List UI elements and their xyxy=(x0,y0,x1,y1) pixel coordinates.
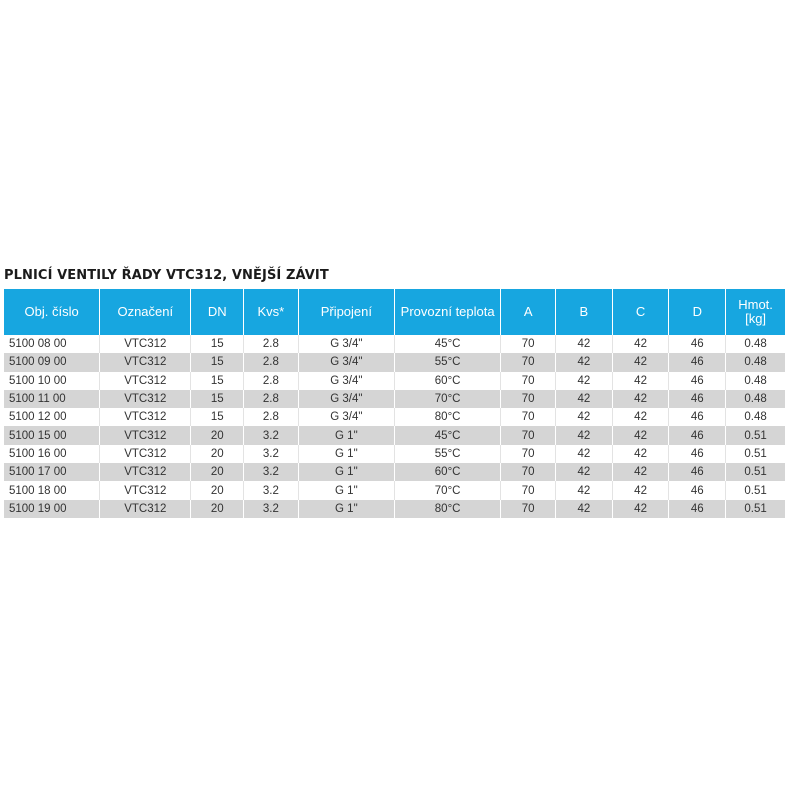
cell-d: 46 xyxy=(669,372,726,390)
table-row xyxy=(4,445,785,463)
cell-b: 42 xyxy=(556,426,613,444)
cell-obj-cislo: 5100 08 00 xyxy=(4,335,100,353)
cell-dn: 20 xyxy=(191,426,244,444)
cell-oznaceni: VTC312 xyxy=(100,463,191,481)
table-row xyxy=(4,353,785,371)
cell-c: 42 xyxy=(613,408,670,426)
cell-hmot: 0.51 xyxy=(726,445,785,463)
cell-dn: 15 xyxy=(191,335,244,353)
cell-b: 42 xyxy=(556,372,613,390)
cell-a: 70 xyxy=(501,372,556,390)
cell-d: 46 xyxy=(669,353,726,371)
header-col-d: D xyxy=(669,289,726,335)
header-col-b: B xyxy=(556,289,613,335)
header-row xyxy=(4,289,785,335)
table-row xyxy=(4,463,785,481)
cell-kvs: 2.8 xyxy=(244,335,299,353)
cell-hmot: 0.51 xyxy=(726,481,785,499)
cell-dn: 20 xyxy=(191,500,244,518)
cell-a: 70 xyxy=(501,353,556,371)
header-col-c: C xyxy=(613,289,670,335)
cell-b: 42 xyxy=(556,408,613,426)
cell-dn: 15 xyxy=(191,372,244,390)
cell-a: 70 xyxy=(501,390,556,408)
cell-hmot: 0.51 xyxy=(726,500,785,518)
cell-pripojeni: G 1" xyxy=(299,500,395,518)
cell-oznaceni: VTC312 xyxy=(100,353,191,371)
cell-kvs: 3.2 xyxy=(244,481,299,499)
cell-b: 42 xyxy=(556,335,613,353)
cell-pripojeni: G 3/4" xyxy=(299,335,395,353)
table-row xyxy=(4,335,785,353)
cell-pripojeni: G 3/4" xyxy=(299,390,395,408)
cell-obj-cislo: 5100 17 00 xyxy=(4,463,100,481)
table-row xyxy=(4,481,785,499)
cell-kvs: 3.2 xyxy=(244,500,299,518)
table-row xyxy=(4,372,785,390)
cell-d: 46 xyxy=(669,408,726,426)
cell-b: 42 xyxy=(556,445,613,463)
cell-oznaceni: VTC312 xyxy=(100,500,191,518)
cell-a: 70 xyxy=(501,335,556,353)
cell-b: 42 xyxy=(556,463,613,481)
cell-provozni-teplota: 70°C xyxy=(395,481,501,499)
cell-c: 42 xyxy=(613,390,670,408)
cell-obj-cislo: 5100 19 00 xyxy=(4,500,100,518)
header-col-a: A xyxy=(501,289,556,335)
cell-d: 46 xyxy=(669,481,726,499)
cell-obj-cislo: 5100 16 00 xyxy=(4,445,100,463)
cell-c: 42 xyxy=(613,372,670,390)
cell-d: 46 xyxy=(669,500,726,518)
cell-oznaceni: VTC312 xyxy=(100,408,191,426)
cell-b: 42 xyxy=(556,353,613,371)
cell-dn: 20 xyxy=(191,481,244,499)
cell-pripojeni: G 1" xyxy=(299,445,395,463)
cell-obj-cislo: 5100 11 00 xyxy=(4,390,100,408)
cell-provozni-teplota: 80°C xyxy=(395,408,501,426)
cell-hmot: 0.48 xyxy=(726,372,785,390)
cell-hmot: 0.48 xyxy=(726,335,785,353)
header-col-pripojeni: Připojení xyxy=(299,289,395,335)
header-col-dn: DN xyxy=(191,289,244,335)
cell-a: 70 xyxy=(501,481,556,499)
header-col-obj-cislo: Obj. číslo xyxy=(4,289,100,335)
product-table xyxy=(4,289,785,518)
cell-c: 42 xyxy=(613,463,670,481)
cell-oznaceni: VTC312 xyxy=(100,426,191,444)
cell-hmot: 0.48 xyxy=(726,390,785,408)
table-title: PLNICÍ VENTILY ŘADY VTC312, VNĚJŠÍ ZÁVIT xyxy=(4,268,329,283)
cell-provozni-teplota: 55°C xyxy=(395,353,501,371)
cell-obj-cislo: 5100 12 00 xyxy=(4,408,100,426)
cell-provozni-teplota: 60°C xyxy=(395,372,501,390)
table-row xyxy=(4,390,785,408)
cell-obj-cislo: 5100 18 00 xyxy=(4,481,100,499)
cell-a: 70 xyxy=(501,445,556,463)
cell-kvs: 3.2 xyxy=(244,445,299,463)
table-body xyxy=(4,335,785,518)
cell-pripojeni: G 1" xyxy=(299,426,395,444)
cell-provozni-teplota: 60°C xyxy=(395,463,501,481)
cell-dn: 20 xyxy=(191,445,244,463)
cell-c: 42 xyxy=(613,353,670,371)
table-row xyxy=(4,426,785,444)
cell-oznaceni: VTC312 xyxy=(100,372,191,390)
table-header xyxy=(4,289,785,335)
header-col-provozni-teplota: Provozní teplota xyxy=(395,289,501,335)
cell-kvs: 3.2 xyxy=(244,426,299,444)
cell-a: 70 xyxy=(501,408,556,426)
cell-a: 70 xyxy=(501,500,556,518)
cell-provozni-teplota: 80°C xyxy=(395,500,501,518)
cell-kvs: 3.2 xyxy=(244,463,299,481)
header-col-oznaceni: Označení xyxy=(100,289,191,335)
cell-d: 46 xyxy=(669,335,726,353)
header-col-hmot: Hmot. [kg] xyxy=(726,289,785,335)
header-col-kvs: Kvs* xyxy=(244,289,299,335)
cell-provozni-teplota: 70°C xyxy=(395,390,501,408)
cell-pripojeni: G 1" xyxy=(299,463,395,481)
cell-dn: 15 xyxy=(191,390,244,408)
cell-hmot: 0.48 xyxy=(726,408,785,426)
cell-oznaceni: VTC312 xyxy=(100,445,191,463)
cell-hmot: 0.51 xyxy=(726,463,785,481)
cell-c: 42 xyxy=(613,481,670,499)
cell-pripojeni: G 1" xyxy=(299,481,395,499)
cell-dn: 15 xyxy=(191,353,244,371)
table-row xyxy=(4,500,785,518)
cell-kvs: 2.8 xyxy=(244,408,299,426)
cell-c: 42 xyxy=(613,500,670,518)
cell-c: 42 xyxy=(613,335,670,353)
cell-d: 46 xyxy=(669,426,726,444)
cell-obj-cislo: 5100 10 00 xyxy=(4,372,100,390)
cell-kvs: 2.8 xyxy=(244,390,299,408)
cell-a: 70 xyxy=(501,463,556,481)
cell-kvs: 2.8 xyxy=(244,372,299,390)
cell-obj-cislo: 5100 15 00 xyxy=(4,426,100,444)
cell-b: 42 xyxy=(556,500,613,518)
cell-pripojeni: G 3/4" xyxy=(299,353,395,371)
cell-provozni-teplota: 45°C xyxy=(395,426,501,444)
cell-oznaceni: VTC312 xyxy=(100,481,191,499)
cell-provozni-teplota: 55°C xyxy=(395,445,501,463)
cell-hmot: 0.51 xyxy=(726,426,785,444)
cell-oznaceni: VTC312 xyxy=(100,335,191,353)
cell-a: 70 xyxy=(501,426,556,444)
table-row xyxy=(4,408,785,426)
cell-hmot: 0.48 xyxy=(726,353,785,371)
cell-oznaceni: VTC312 xyxy=(100,390,191,408)
cell-pripojeni: G 3/4" xyxy=(299,408,395,426)
cell-d: 46 xyxy=(669,445,726,463)
cell-dn: 20 xyxy=(191,463,244,481)
cell-d: 46 xyxy=(669,463,726,481)
cell-pripojeni: G 3/4" xyxy=(299,372,395,390)
cell-provozni-teplota: 45°C xyxy=(395,335,501,353)
cell-obj-cislo: 5100 09 00 xyxy=(4,353,100,371)
cell-dn: 15 xyxy=(191,408,244,426)
cell-kvs: 2.8 xyxy=(244,353,299,371)
cell-c: 42 xyxy=(613,445,670,463)
cell-b: 42 xyxy=(556,481,613,499)
cell-c: 42 xyxy=(613,426,670,444)
cell-d: 46 xyxy=(669,390,726,408)
cell-b: 42 xyxy=(556,390,613,408)
